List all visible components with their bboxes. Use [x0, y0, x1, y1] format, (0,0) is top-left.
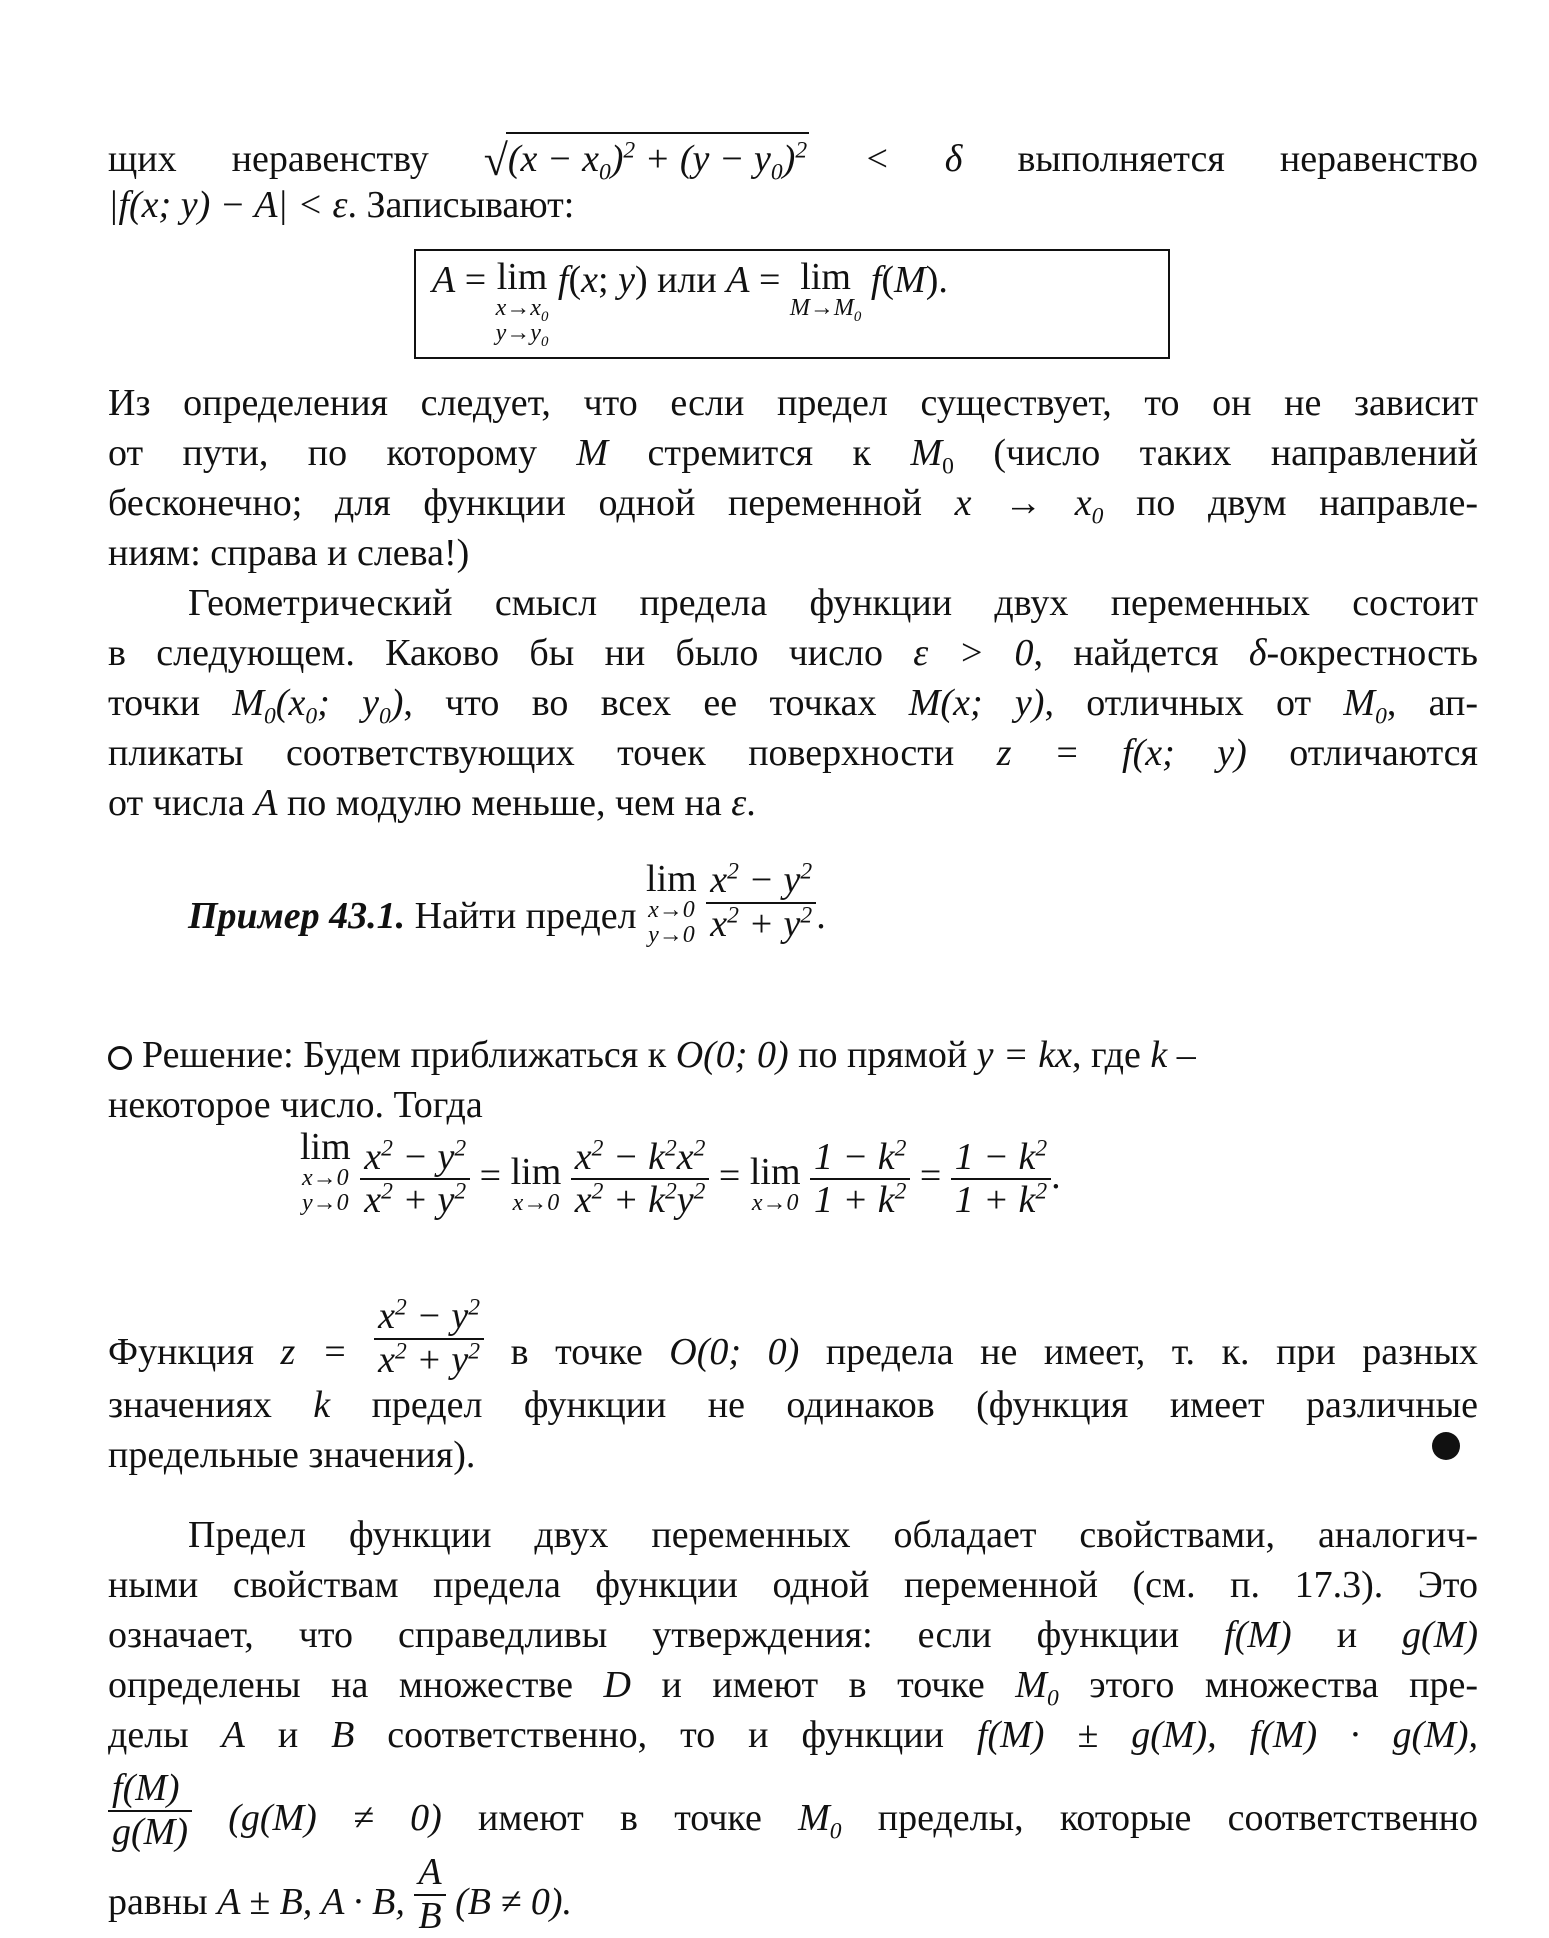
text-fragment: предельные значения).	[108, 1434, 476, 1476]
text-fragment: щих неравенству	[108, 138, 429, 180]
text-fragment: –	[1167, 1034, 1196, 1076]
text-fragment: Будем приближаться к	[303, 1034, 667, 1076]
text-fragment: , ап-	[1386, 682, 1479, 724]
fraction: $\frac{f(M)}{g(M)}$	[108, 1768, 192, 1854]
text-fragment: бесконечно; для функции одной переменной	[108, 482, 922, 524]
fraction: $\frac{A}{B}$	[414, 1852, 445, 1938]
example-heading: Пример 43.1. Найти предел lim x→0 y→0 $\frac{x^2 - y^2}{x^2 + y^2}$ .	[188, 858, 826, 949]
solution-label: Решение:	[142, 1034, 294, 1076]
paragraph-4-line-5: делы A и B соответственно, то и функции f(M) ± g(M), f(M) · g(M),	[108, 1714, 1479, 1756]
text-fragment: , где	[1071, 1034, 1141, 1076]
abs-expression: |f(x; y) − A| < ε	[108, 184, 348, 226]
paragraph-2-line-3: бесконечно; для функции одной переменной $x \to x_0$ по двум направле-	[108, 482, 1479, 530]
paragraph-4-line-1	[188, 1510, 1478, 1560]
text-fragment: и	[277, 1714, 299, 1756]
text-fragment: , отличных от	[1044, 682, 1312, 724]
text-fragment: некоторое число. Тогда	[108, 1084, 483, 1126]
paragraph-4-line-6: $\frac{f(M)}{g(M)}$ (g(M) ≠ 0) имеют в точке $M_0$ пределы, которые соответственно	[108, 1768, 1478, 1854]
text-fragment: пликаты соответствующих точек поверхности	[108, 732, 955, 774]
text-fragment: Предел функции двух переменных обладает свойствами, аналогич-	[188, 1514, 1478, 1556]
example-text: Найти предел	[414, 895, 637, 938]
text-fragment: , найдется	[1033, 632, 1219, 674]
text-fragment: точки	[108, 682, 201, 724]
fraction: $\frac{x^2 - y^2}{x^2 + y^2}$	[360, 1137, 470, 1223]
fraction: $\frac{1 - k^2}{1 + k^2}$	[951, 1137, 1051, 1223]
text-fragment: и имеют в точке	[661, 1664, 985, 1706]
text-fragment: Функция	[108, 1330, 254, 1373]
text-fragment: стремится к	[647, 432, 871, 474]
function-line-3	[108, 1430, 1478, 1480]
fraction: $\frac{x^2 - y^2}{x^2 + y^2}$	[374, 1296, 484, 1382]
text-fragment: соответственно, то и функции	[387, 1714, 944, 1756]
paragraph-2-line-1	[108, 378, 1478, 428]
text-fragment: делы	[108, 1714, 189, 1756]
paragraph-4-line-3: означает, что справедливы утверждения: если функции f(M) и g(M)	[108, 1614, 1479, 1656]
limit-operator: lim x→0 y→0	[300, 1126, 351, 1217]
paragraph-3-line-5: от числа A по модулю меньше, чем на ε.	[108, 782, 756, 824]
function-line-2: значениях k предел функции не одинаков (функция имеет различные	[108, 1384, 1478, 1426]
text-fragment: , что во всех ее точках	[403, 682, 877, 724]
paragraph-4-line-4: определены на множестве D и имеют в точке $M_0$ этого множества пре-	[108, 1664, 1479, 1712]
text-fragment: в следующем. Каково бы ни было число	[108, 632, 883, 674]
example-label: Пример 43.1.	[188, 895, 406, 938]
fraction: $\frac{1 - k^2}{1 + k^2}$	[810, 1137, 910, 1223]
text-fragment: (число таких направлений	[993, 432, 1479, 474]
text-fragment: означает, что справедливы утверждения: если функции	[108, 1614, 1180, 1656]
paragraph-1-line-1	[108, 132, 1478, 186]
or-word: или	[657, 259, 717, 301]
solution-start-icon	[108, 1046, 132, 1070]
text-fragment: в точке	[510, 1330, 643, 1373]
text-fragment: Геометрический смысл предела функции двух переменных состоит	[188, 582, 1478, 624]
text-fragment: имеют в точке	[478, 1796, 762, 1839]
paragraph-2-line-4	[108, 528, 1478, 578]
limit-operator: lim $x\to x_0$ $y\to y_0$	[495, 256, 549, 350]
text-fragment: выполняется неравенство	[1017, 138, 1478, 180]
boxed-formula: A = lim $x\to x_0$ $y\to y_0$ f(x; y) или A = lim $M\to M_0$ f(M).	[432, 256, 948, 350]
text-fragment: -окрестность	[1266, 632, 1478, 674]
text-fragment: ными свойствам предела функции одной переменной (см. п. 17.3). Это	[108, 1564, 1478, 1606]
text-fragment: от пути, по которому	[108, 432, 537, 474]
text-fragment: определены на множестве	[108, 1664, 573, 1706]
function-line-1: Функция z = $\frac{x^2 - y^2}{x^2 + y^2}$ в точке O(0; 0) предела не имеет, т. к. при разных	[108, 1294, 1479, 1381]
text-fragment: предел функции не одинаков (функция имеет различные	[371, 1384, 1478, 1426]
limit-operator: lim x→0	[510, 1151, 562, 1217]
fraction: $\frac{x^2 - k^2x^2}{x^2 + k^2y^2}$	[571, 1137, 710, 1223]
paragraph-3-line-3: точки $M_0(x_0$; $y_0$), что во всех ее точках M(x; y), отличных от $M_0$, ап-	[108, 682, 1479, 730]
text-fragment: пределы, которые соответственно	[877, 1796, 1478, 1839]
paragraph-3-line-4: пликаты соответствующих точек поверхности z = f(x; y) отличаются	[108, 732, 1479, 774]
paragraph-3-line-2: в следующем. Каково бы ни было число ε > 0, найдется δ-окрестность	[108, 632, 1478, 674]
paragraph-2-line-2: от пути, по которому M стремится к $M_0$ (число таких направлений	[108, 432, 1479, 480]
text-fragment: . Записывают:	[347, 184, 575, 226]
paragraph-3-line-1	[188, 578, 1478, 628]
text-fragment: .	[746, 782, 756, 824]
text-fragment: предела не имеет, т. к. при разных	[825, 1330, 1479, 1373]
limit-operator: lim x→0	[749, 1151, 801, 1217]
text-fragment: ниям: справа и слева!)	[108, 532, 470, 574]
fraction: $\frac{x^2 - y^2}{x^2 + y^2}$	[706, 860, 816, 946]
text-fragment: по двум направле-	[1136, 482, 1479, 524]
text-fragment: равны	[108, 1880, 208, 1923]
text-fragment: по модулю меньше, чем на	[286, 782, 722, 824]
limit-operator: lim $M\to M_0$	[789, 256, 862, 325]
text-fragment: этого множества пре-	[1089, 1664, 1479, 1706]
text-fragment: значениях	[108, 1384, 272, 1426]
display-equation: lim x→0 y→0 $\frac{x^2 - y^2}{x^2 + y^2}$ = lim x→0 $\frac{x^2 - k^2x^2}{x^2 + k^2y^2}$ = lim x→0 $\frac{1 - k^2}{1 + k^2}$ = $\frac{1 - k^2}{1 + k^2}$ .	[300, 1126, 1061, 1222]
text-fragment: по прямой	[798, 1034, 968, 1076]
text-fragment: и	[1336, 1614, 1358, 1656]
paragraph-4-line-7: равны A ± B, A · B, $\frac{A}{B}$ (B ≠ 0).	[108, 1851, 572, 1937]
end-of-solution-icon	[1432, 1432, 1460, 1460]
paragraph-1-line-2	[108, 180, 1478, 230]
paragraph-4-line-2	[108, 1560, 1478, 1610]
sqrt-expression: $√(x - x_0)^2 + (y - y_0)^2 < \delta$	[484, 138, 963, 180]
solution-line-1: Решение: Будем приближаться к O(0; 0) по прямой y = kx, где k –	[108, 1030, 1478, 1080]
text-fragment: от числа	[108, 782, 245, 824]
solution-line-2	[108, 1080, 1478, 1130]
text-fragment: отличаются	[1289, 732, 1479, 774]
limit-operator: lim x→0 y→0	[646, 858, 697, 949]
text-fragment: Из определения следует, что если предел существует, то он не зависит	[108, 382, 1478, 424]
